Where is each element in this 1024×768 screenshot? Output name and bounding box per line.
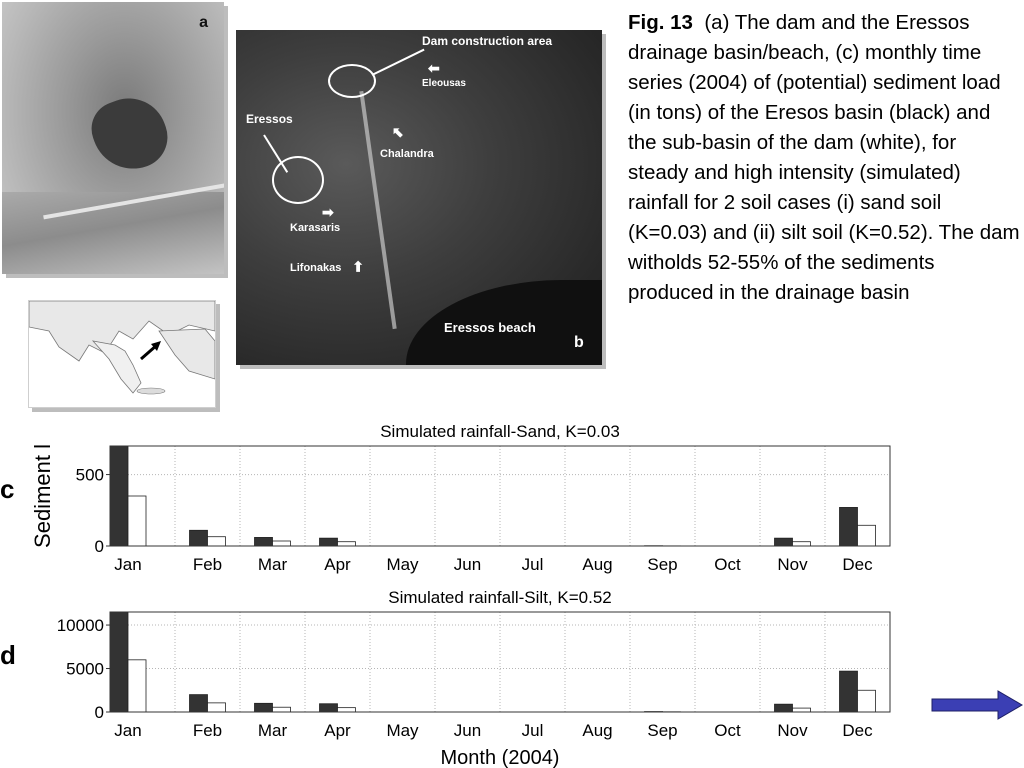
- dam-circle: [328, 64, 376, 98]
- panel-letter-c: c: [0, 474, 15, 504]
- label-eleousas: Eleousas: [422, 78, 466, 89]
- y-axis-label: Sediment l: [30, 444, 55, 548]
- x-tick-label: Aug: [582, 555, 613, 574]
- bar-jan-series-1: [110, 612, 128, 712]
- x-tick-label: May: [386, 721, 419, 740]
- bar-mar-series-1: [255, 537, 273, 546]
- panel-label-a: a: [199, 14, 208, 31]
- x-tick-label: Apr: [324, 555, 351, 574]
- y-tick-label: 0: [94, 703, 104, 722]
- bar-dec-series-1: [840, 507, 858, 546]
- x-axis-label: Month (2004): [440, 747, 560, 768]
- bar-jan-series-2: [128, 496, 146, 546]
- x-tick-label: Aug: [582, 721, 613, 740]
- bar-jan-series-1: [110, 446, 128, 546]
- bar-dec-series-2: [858, 525, 876, 546]
- y-tick-label: 5000: [66, 659, 104, 679]
- bar-apr-series-1: [320, 538, 338, 546]
- figure-caption: [628, 8, 1020, 308]
- arrow-up-icon: ➡: [349, 260, 366, 273]
- reservoir-shape: [84, 88, 176, 180]
- x-tick-label: Mar: [257, 555, 288, 574]
- chart-title: Simulated rainfall-Sand, K=0.03: [380, 422, 620, 441]
- x-tick-label: Dec: [842, 721, 873, 740]
- bar-feb-series-1: [190, 530, 208, 546]
- chart-c-sand: [0, 408, 1024, 576]
- bar-mar-series-2: [273, 707, 291, 712]
- photo-b: [236, 30, 602, 365]
- x-tick-label: Dec: [842, 555, 873, 574]
- chart-title: Simulated rainfall-Silt, K=0.52: [388, 588, 612, 607]
- x-tick-label: Jul: [521, 555, 544, 574]
- chart-d-silt: [0, 576, 1024, 768]
- label-karasaris: Karasaris: [290, 222, 341, 234]
- x-tick-label: Sep: [647, 721, 678, 740]
- bar-dec-series-1: [840, 671, 858, 712]
- panel-label-b: b: [574, 334, 584, 351]
- bar-nov-series-2: [793, 542, 811, 546]
- y-tick-label: 500: [75, 465, 104, 485]
- x-tick-label: Feb: [192, 555, 223, 574]
- bar-mar-series-1: [255, 703, 273, 712]
- bar-feb-series-2: [208, 703, 226, 712]
- arrow-right-icon: ➡: [322, 204, 334, 220]
- x-tick-label: Jan: [114, 555, 142, 574]
- label-eressos-beach: Eressos beach: [444, 320, 536, 335]
- eressos-circle: [272, 156, 324, 204]
- x-tick-label: Jan: [114, 721, 142, 740]
- next-slide-arrow-icon[interactable]: [930, 690, 1024, 720]
- x-tick-label: Jun: [453, 721, 482, 740]
- bar-feb-series-2: [208, 537, 226, 546]
- bar-nov-series-1: [775, 538, 793, 546]
- x-tick-label: Jul: [521, 721, 544, 740]
- bar-nov-series-2: [793, 708, 811, 712]
- x-tick-label: Sep: [647, 555, 678, 574]
- caption-label: Fig. 13: [628, 11, 693, 34]
- bar-apr-series-2: [338, 542, 356, 546]
- y-tick-label: 0: [94, 537, 104, 556]
- arrow-left-icon: ⬅: [428, 60, 440, 76]
- x-tick-label: Nov: [777, 721, 808, 740]
- bar-jan-series-2: [128, 660, 146, 712]
- arrow-up-left-icon: ⬅: [388, 122, 409, 142]
- dam-pointer-line: [372, 49, 425, 76]
- bar-apr-series-2: [338, 708, 356, 712]
- x-tick-label: May: [386, 555, 419, 574]
- x-tick-label: Feb: [192, 721, 223, 740]
- river-line: [359, 91, 396, 329]
- location-map: [28, 300, 216, 408]
- x-tick-label: Jun: [453, 555, 482, 574]
- label-lifonakas: Lifonakas: [290, 262, 342, 274]
- label-eressos: Eressos: [246, 112, 293, 126]
- y-tick-label: 10000: [56, 616, 104, 636]
- bar-nov-series-1: [775, 704, 793, 712]
- x-tick-label: Oct: [714, 555, 741, 574]
- bar-dec-series-2: [858, 690, 876, 712]
- x-tick-label: Oct: [714, 721, 741, 740]
- photo-a: [2, 2, 224, 274]
- bar-mar-series-2: [273, 541, 291, 546]
- x-tick-label: Apr: [324, 721, 351, 740]
- bar-apr-series-1: [320, 704, 338, 712]
- x-tick-label: Nov: [777, 555, 808, 574]
- bar-feb-series-1: [190, 695, 208, 712]
- label-dam-area: Dam construction area: [422, 34, 553, 48]
- location-arrow-icon: [141, 341, 161, 359]
- x-tick-label: Mar: [257, 721, 288, 740]
- panel-letter-d: d: [0, 640, 16, 670]
- caption-text: (a) The dam and the Eressos drainage basin/beach, (c) monthly time series (2004) of (potential) sediment load (in tons) of the Eresos basin (black) and the sub-basin of the dam (white), for steady and high intensity (simulated) rainfall for 2 soil cases (i) sand soil (K=0.03) and (ii) silt soil (K=0.52). The dam witholds 52-55% of the sediments produced in the drainage basin: [628, 11, 1020, 304]
- label-chalandra: Chalandra: [380, 148, 434, 160]
